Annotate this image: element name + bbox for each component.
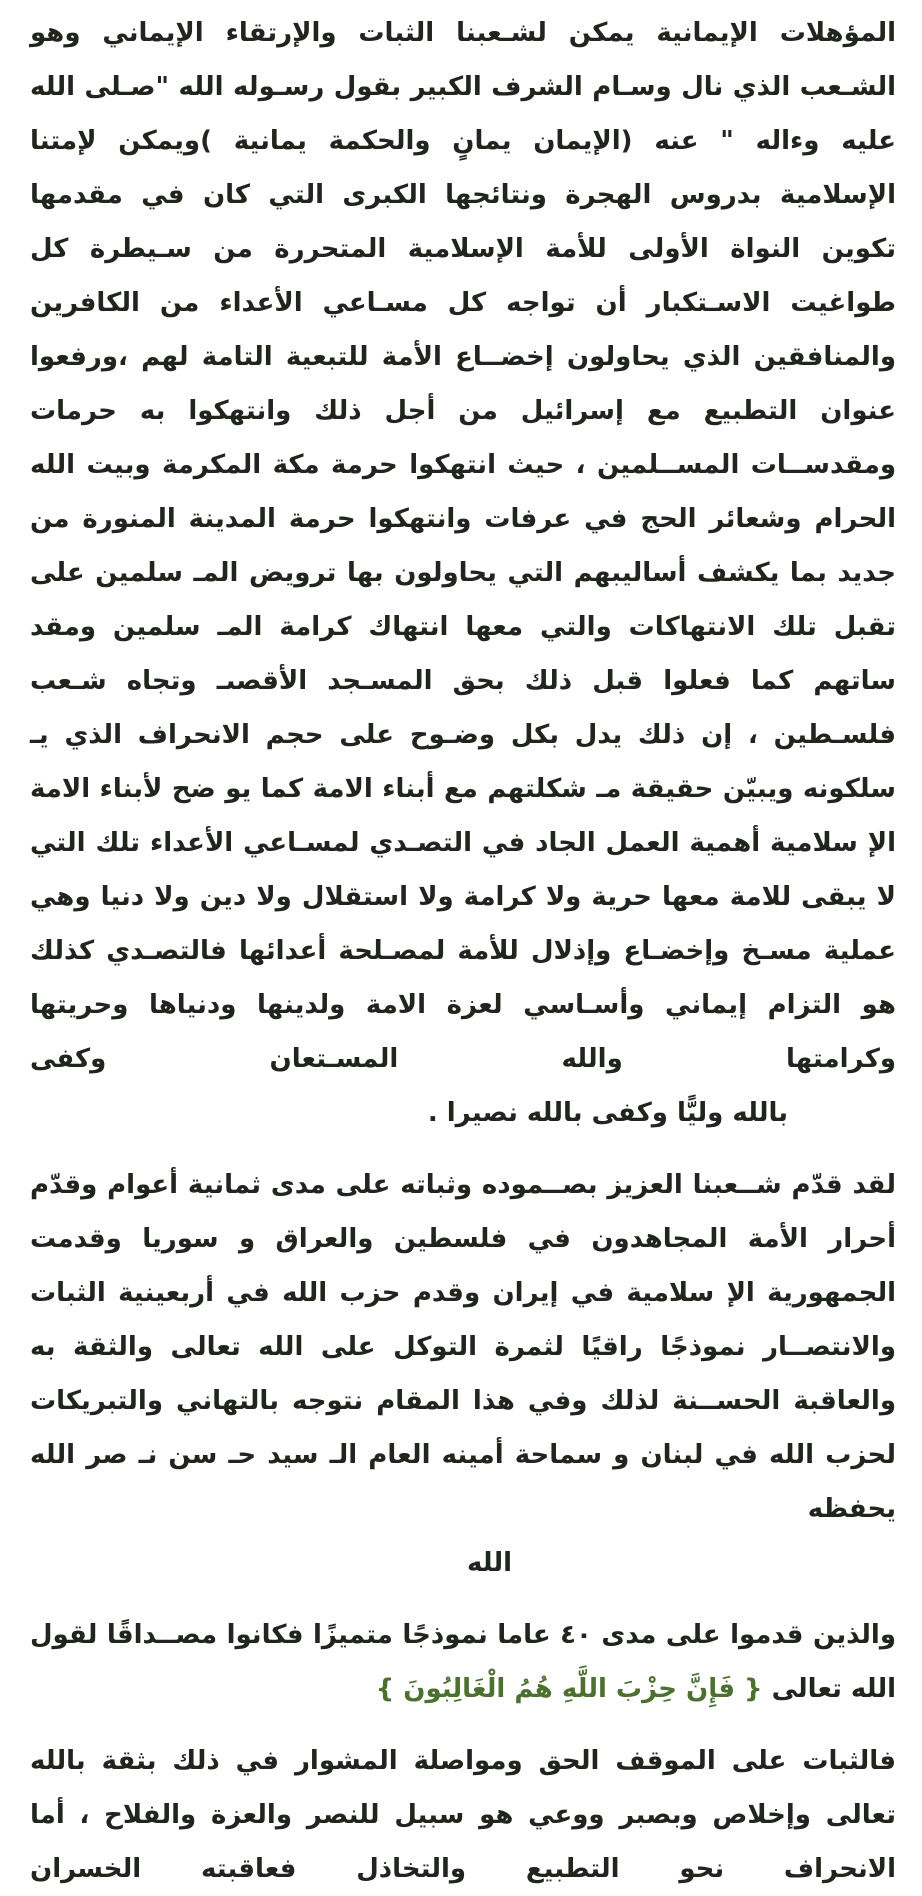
paragraph-3-body (30, 1608, 896, 1716)
quran-quote: { فَإِنَّ حِزْبَ اللَّهِ هُمُ الْغَالِبُونَ } (375, 1674, 763, 1704)
paragraph-4 (30, 1734, 896, 1896)
paragraph-3 (30, 1608, 896, 1716)
paragraph-1-last-line: بالله وليًّا وكفى بالله نصيرا . (427, 1098, 788, 1128)
paragraph-2 (30, 1158, 896, 1590)
paragraph-2-body: لقد قدّم شــعبنا العزيز بصــموده وثباته على مدى ثمانية أعوام وقدّم أحرار الأمة المجاهدون في فلسطين والعراق و سوريا وقدمت الجمهورية الإ سلامية في إيران وقدم حزب الله في أربعينية الثبات والانتصــار نموذجًا راقيًا لثمرة التوكل على الله تعالى والثقة به والعاقبة الحســنة لذلك وفي هذا المقام نتوجه بالتهاني والتبريكات لحزب الله في لبنان و سماحة أمينه العام الـ سيد حـ سن نـ صر الله يحفظه (30, 1170, 896, 1524)
paragraph-4-body: فالثبات على الموقف الحق ومواصلة المشوار في ذلك بثقة بالله تعالى وإخلاص وبصبر ووعي هو سبيل للنصر والعزة والفلاح ، أما الانحراف نحو التطبيع والتخاذل فعاقبته الخسران (30, 1746, 896, 1884)
paragraph-3-intro-text: والذين قدموا على مدى ٤٠ عاما نموذجًا متميزًا فكانوا مصــداقًا لقول الله تعالى (30, 1620, 896, 1704)
paragraph-1 (30, 6, 896, 1140)
paragraph-2-last-line: الله (466, 1548, 512, 1578)
paragraph-1-body: المؤهلات الإيمانية يمكن لشـعبنا الثبات والإرتقاء الإيماني وهو الشـعب الذي نال وسـام الشرف الكبير بقول رسـوله الله "صـلى الله عليه وءاله " عنه (الإيمان يمانٍ والحكمة يمانية )ويمكن لإمتنا الإسلامية بدروس الهجرة ونتائجها الكبرى التي كان في مقدمها تكوين النواة الأولى للأمة الإسلامية المتحررة من سـيطرة كل طواغيت الاسـتكبار أن تواجه كل مسـاعي الأعداء من الكافرين والمنافقين الذي يحاولون إخضــاع الأمة للتبعية التامة لهم ،ورفعوا عنوان التطبيع مع إسرائيل من أجل ذلك وانتهكوا به حرمات ومقدســات المســلمين ، حيث انتهكوا حرمة مكة المكرمة وبيت الله الحرام وشعائر الحج في عرفات وانتهكوا حرمة المدينة المنورة من جديد بما يكشف أساليبهم التي يحاولون بها ترويض المـ سلمين على تقبل تلك الانتهاكات والتي معها انتهاك كرامة المـ سلمين ومقد ساتهم كما فعلوا قبل ذلك بحق المسـجد الأقصىـ وتجاه شـعب فلسـطين ، إن ذلك يدل بكل وضـوح على حجم الانحراف الذي يـ سلكونه ويبيّن حقيقة مـ شكلتهم مع أبناء الامة كما يو ضح لأبناء الامة الإ سلامية أهمية العمل الجاد في التصـدي لمسـاعي الأعداء تلك التي لا يبقى للامة معها حرية ولا كرامة ولا استقلال ولا دين ولا دنيا وهي عملية مسـخ وإخضـاع وإذلال للأمة لمصـلحة أعدائها فالتصـدي كذلك هو التزام إيماني وأسـاسي لعزة الامة ولدينها ودنياها وحريتها وكرامتها والله المسـتعان وكفى (30, 18, 896, 1074)
